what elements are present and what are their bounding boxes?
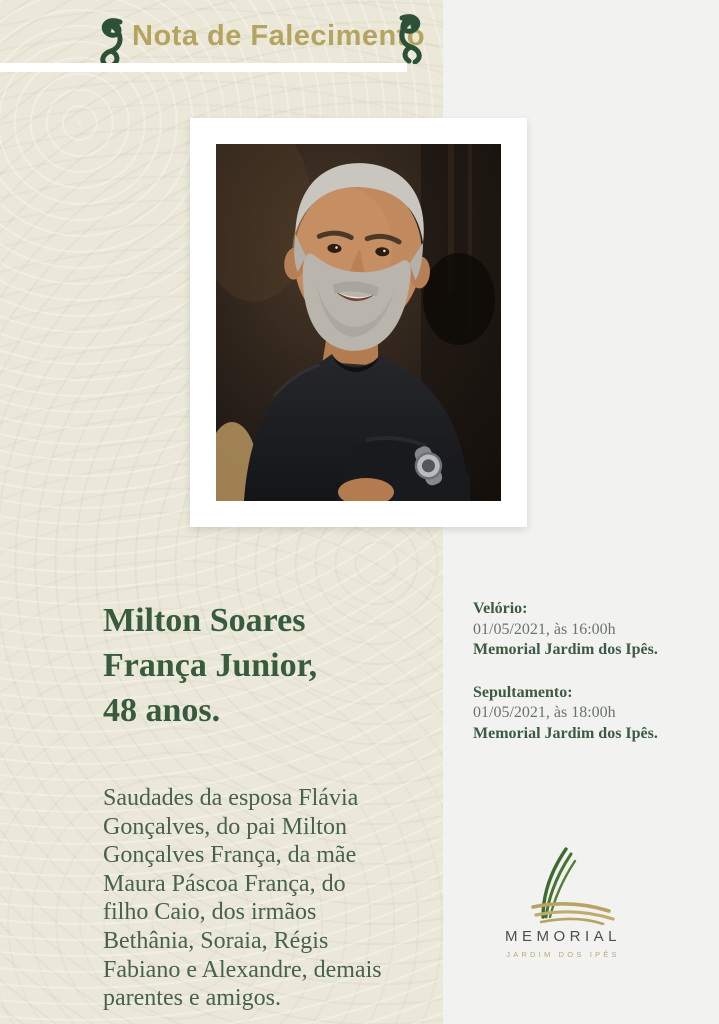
message-line: Gonçalves França, da mãe xyxy=(103,842,357,869)
leaf-logo-icon xyxy=(503,845,623,925)
wake-location: Memorial Jardim dos Ipês. xyxy=(473,641,658,658)
message-line: Gonçalves, do pai Milton xyxy=(103,813,347,840)
message-line: Fabiano e Alexandre, demais xyxy=(103,956,382,983)
wake-label: Velório: xyxy=(473,600,528,617)
logo-name: MEMORIAL xyxy=(504,928,621,945)
name-line: Milton Soares xyxy=(103,602,306,639)
name-line: França Junior, xyxy=(103,647,318,684)
burial-location: Memorial Jardim dos Ipês. xyxy=(473,724,658,742)
memorial-logo xyxy=(463,845,663,959)
portrait-photo xyxy=(216,144,501,501)
message-line: Maura Páscoa França, do xyxy=(103,870,346,897)
name-line: 48 anos. xyxy=(103,692,221,729)
logo-subtitle: JARDIM DOS IPÊS xyxy=(506,950,620,959)
message-line: parentes e amigos. xyxy=(103,985,281,1012)
flourish-icon xyxy=(392,12,426,64)
burial-label: Sepultamento: xyxy=(473,683,573,701)
burial-info xyxy=(473,683,703,745)
condolence-message xyxy=(103,784,382,1013)
message-line: Bethânia, Soraia, Régis xyxy=(103,927,329,954)
wake-info xyxy=(473,599,703,661)
deceased-name xyxy=(103,598,317,733)
service-details xyxy=(473,599,703,766)
message-line: Saudades da esposa Flávia xyxy=(103,785,359,811)
photo-frame xyxy=(190,118,527,527)
message-line: filho Caio, dos irmãos xyxy=(103,899,317,926)
page-title: Nota de Falecimento xyxy=(132,20,426,52)
header-underline xyxy=(0,63,407,72)
flourish-icon xyxy=(96,16,130,68)
burial-datetime: 01/05/2021, às 18:00h xyxy=(473,704,616,721)
wake-datetime: 01/05/2021, às 16:00h xyxy=(473,620,616,638)
